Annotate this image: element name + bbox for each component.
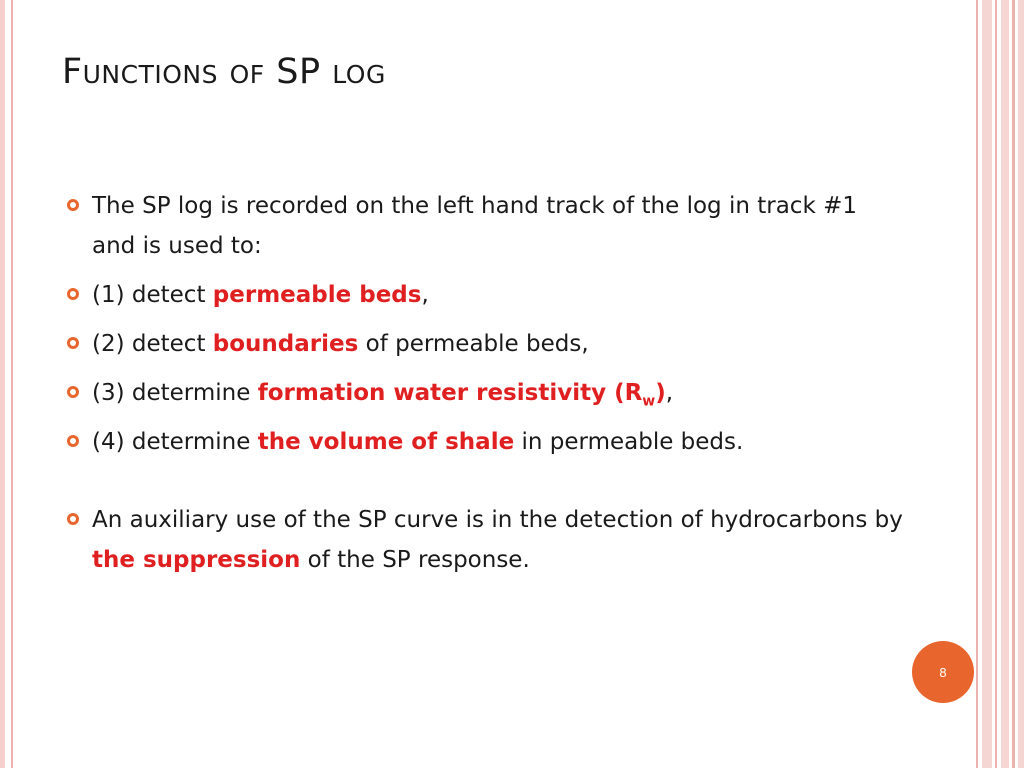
bullet-ring-icon — [67, 337, 79, 349]
stripe — [982, 0, 992, 768]
bullet-item — [64, 422, 904, 462]
bullet-item — [64, 500, 904, 580]
bullet-list — [64, 186, 904, 589]
bullet-text: (2) detect — [92, 331, 213, 357]
bullet-highlight: permeable beds — [212, 282, 422, 308]
bullet-highlight: the volume of shale — [257, 429, 515, 455]
page-number-badge: 8 — [912, 641, 974, 703]
stripe — [1018, 0, 1024, 768]
left-border-band — [0, 0, 5, 768]
left-border-line — [11, 0, 13, 768]
bullet-item — [64, 186, 904, 266]
bullet-text-end: , — [421, 282, 429, 308]
bullet-ring-icon — [67, 199, 79, 211]
bullet-highlight: the suppression — [92, 547, 301, 573]
stripe — [1012, 0, 1015, 768]
bullet-text: (3) determine — [92, 380, 258, 406]
bullet-subscript: w — [642, 393, 656, 410]
bullet-highlight-close: ) — [655, 380, 666, 406]
bullet-text: An auxiliary use of the SP curve is in the detection of hydrocarbons by — [92, 507, 903, 533]
slide-title: Functions of SP log — [62, 52, 386, 92]
bullet-text: The SP log is recorded on the left hand track of the log in track #1 and is used to: — [92, 193, 857, 259]
bullet-text: (1) detect — [92, 282, 213, 308]
bullet-item — [64, 324, 904, 364]
right-decorative-stripes — [976, 0, 1024, 768]
bullet-ring-icon — [67, 288, 79, 300]
stripe — [1001, 0, 1009, 768]
bullet-highlight: boundaries — [212, 331, 359, 357]
stripe — [995, 0, 997, 768]
bullet-text-end: of the SP response. — [300, 547, 530, 573]
bullet-item — [64, 373, 904, 413]
bullet-ring-icon — [67, 435, 79, 447]
bullet-text-end: of permeable beds, — [358, 331, 589, 357]
stripe — [976, 0, 978, 768]
bullet-ring-icon — [67, 386, 79, 398]
bullet-text-end: , — [665, 380, 674, 406]
bullet-highlight: formation water resistivity (R — [257, 380, 643, 406]
bullet-item — [64, 275, 904, 315]
bullet-ring-icon — [67, 513, 79, 525]
bullet-text: (4) determine — [92, 429, 258, 455]
bullet-text-end: in permeable beds. — [514, 429, 744, 455]
